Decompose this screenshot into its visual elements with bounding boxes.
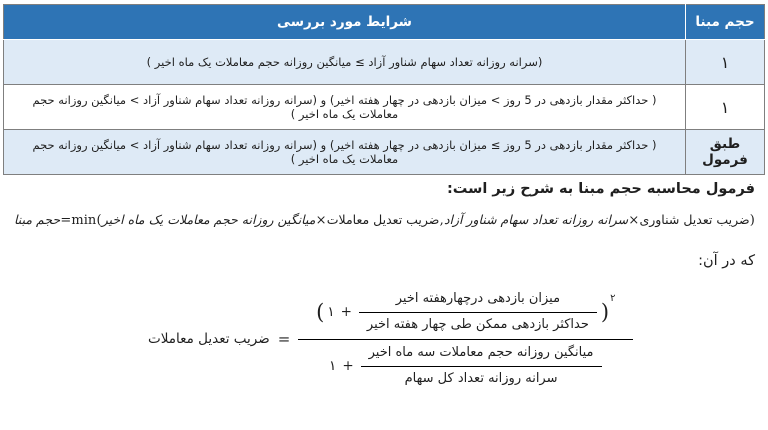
main-numerator bbox=[310, 286, 621, 339]
plus-sign: + bbox=[340, 304, 352, 321]
return-ratio-fraction bbox=[359, 289, 597, 336]
close-paren: ) bbox=[749, 213, 755, 228]
equals-sign: = bbox=[60, 213, 72, 228]
open-paren: ( bbox=[316, 299, 325, 324]
condition-text: (سرانه روزانه تعداد سهام شناور آزاد ≥ میانگین روزانه حجم معاملات یک ماه اخیر ) bbox=[4, 40, 686, 85]
adjustment-coefficient-equation bbox=[148, 286, 633, 392]
column-header-base-volume: حجم مبنا bbox=[686, 5, 765, 40]
table-row bbox=[4, 40, 765, 85]
condition-text: ( حداکثر مقدار بازدهی در 5 روز > میزان بازدهی در چهار هفته اخیر) و (سرانه روزانه تعداد سهام شناور آزاد > میانگین روزانه حجم معاملات یک ماه اخیر ) bbox=[4, 85, 686, 130]
exponent-two: ۲ bbox=[610, 292, 616, 304]
volume-ratio-fraction bbox=[361, 343, 602, 390]
fraction-numerator: میانگین روزانه حجم معاملات سه ماه اخیر bbox=[361, 343, 602, 367]
formula-intro-heading: فرمول محاسبه حجم مبنا به شرح زیر است: bbox=[446, 181, 755, 197]
main-denominator bbox=[320, 340, 611, 393]
where-label: که در آن: bbox=[698, 253, 755, 269]
open-paren: ( bbox=[96, 213, 102, 228]
table-header-row bbox=[4, 5, 765, 40]
comma: , bbox=[439, 213, 444, 228]
fraction-numerator: میزان بازدهی درچهارهفته اخیر bbox=[359, 289, 597, 313]
min-function: min bbox=[71, 213, 97, 228]
fraction-denominator: سرانه روزانه تعداد کل سهام bbox=[404, 370, 558, 386]
plus-sign: + bbox=[342, 358, 354, 375]
base-volume-min-formula bbox=[14, 212, 755, 228]
multiply-sign: × bbox=[628, 213, 640, 228]
term-freefloat-per-capita: سرانه روزانه تعداد سهام شناور آزاد bbox=[443, 212, 629, 227]
base-volume-value: ۱ bbox=[686, 40, 765, 85]
fraction-denominator: حداکثر بازدهی ممکن طی چهار هفته اخیر bbox=[366, 316, 589, 332]
table-row bbox=[4, 85, 765, 130]
table-row bbox=[4, 130, 765, 175]
term-float-adjust-coef: ضریب تعدیل شناوری bbox=[639, 212, 750, 227]
digit-one: ۱ bbox=[329, 358, 337, 375]
base-volume-value: ۱ bbox=[686, 85, 765, 130]
condition-text: ( حداکثر مقدار بازدهی در 5 روز ≥ میزان بازدهی در چهار هفته اخیر) و (سرانه روزانه تعداد سهام شناور آزاد > میانگین روزانه حجم معاملات یک ماه اخیر ) bbox=[4, 130, 686, 175]
equation-lhs: ضریب تعدیل معاملات bbox=[148, 331, 270, 348]
base-volume-table bbox=[3, 4, 765, 175]
close-paren: ) bbox=[600, 299, 610, 324]
result-term: حجم مبنا bbox=[14, 212, 61, 227]
term-avg-monthly-volume: میانگین روزانه حجم معاملات یک ماه اخیر bbox=[101, 212, 316, 227]
digit-one: ۱ bbox=[327, 304, 335, 321]
term-trade-adjust-coef: ضریب تعدیل معاملات bbox=[326, 212, 440, 227]
equals-sign: = bbox=[277, 330, 291, 349]
main-fraction bbox=[298, 286, 633, 392]
base-volume-value: طبق فرمول bbox=[686, 130, 765, 175]
column-header-conditions: شرایط مورد بررسی bbox=[4, 5, 686, 40]
multiply-sign: × bbox=[315, 213, 327, 228]
